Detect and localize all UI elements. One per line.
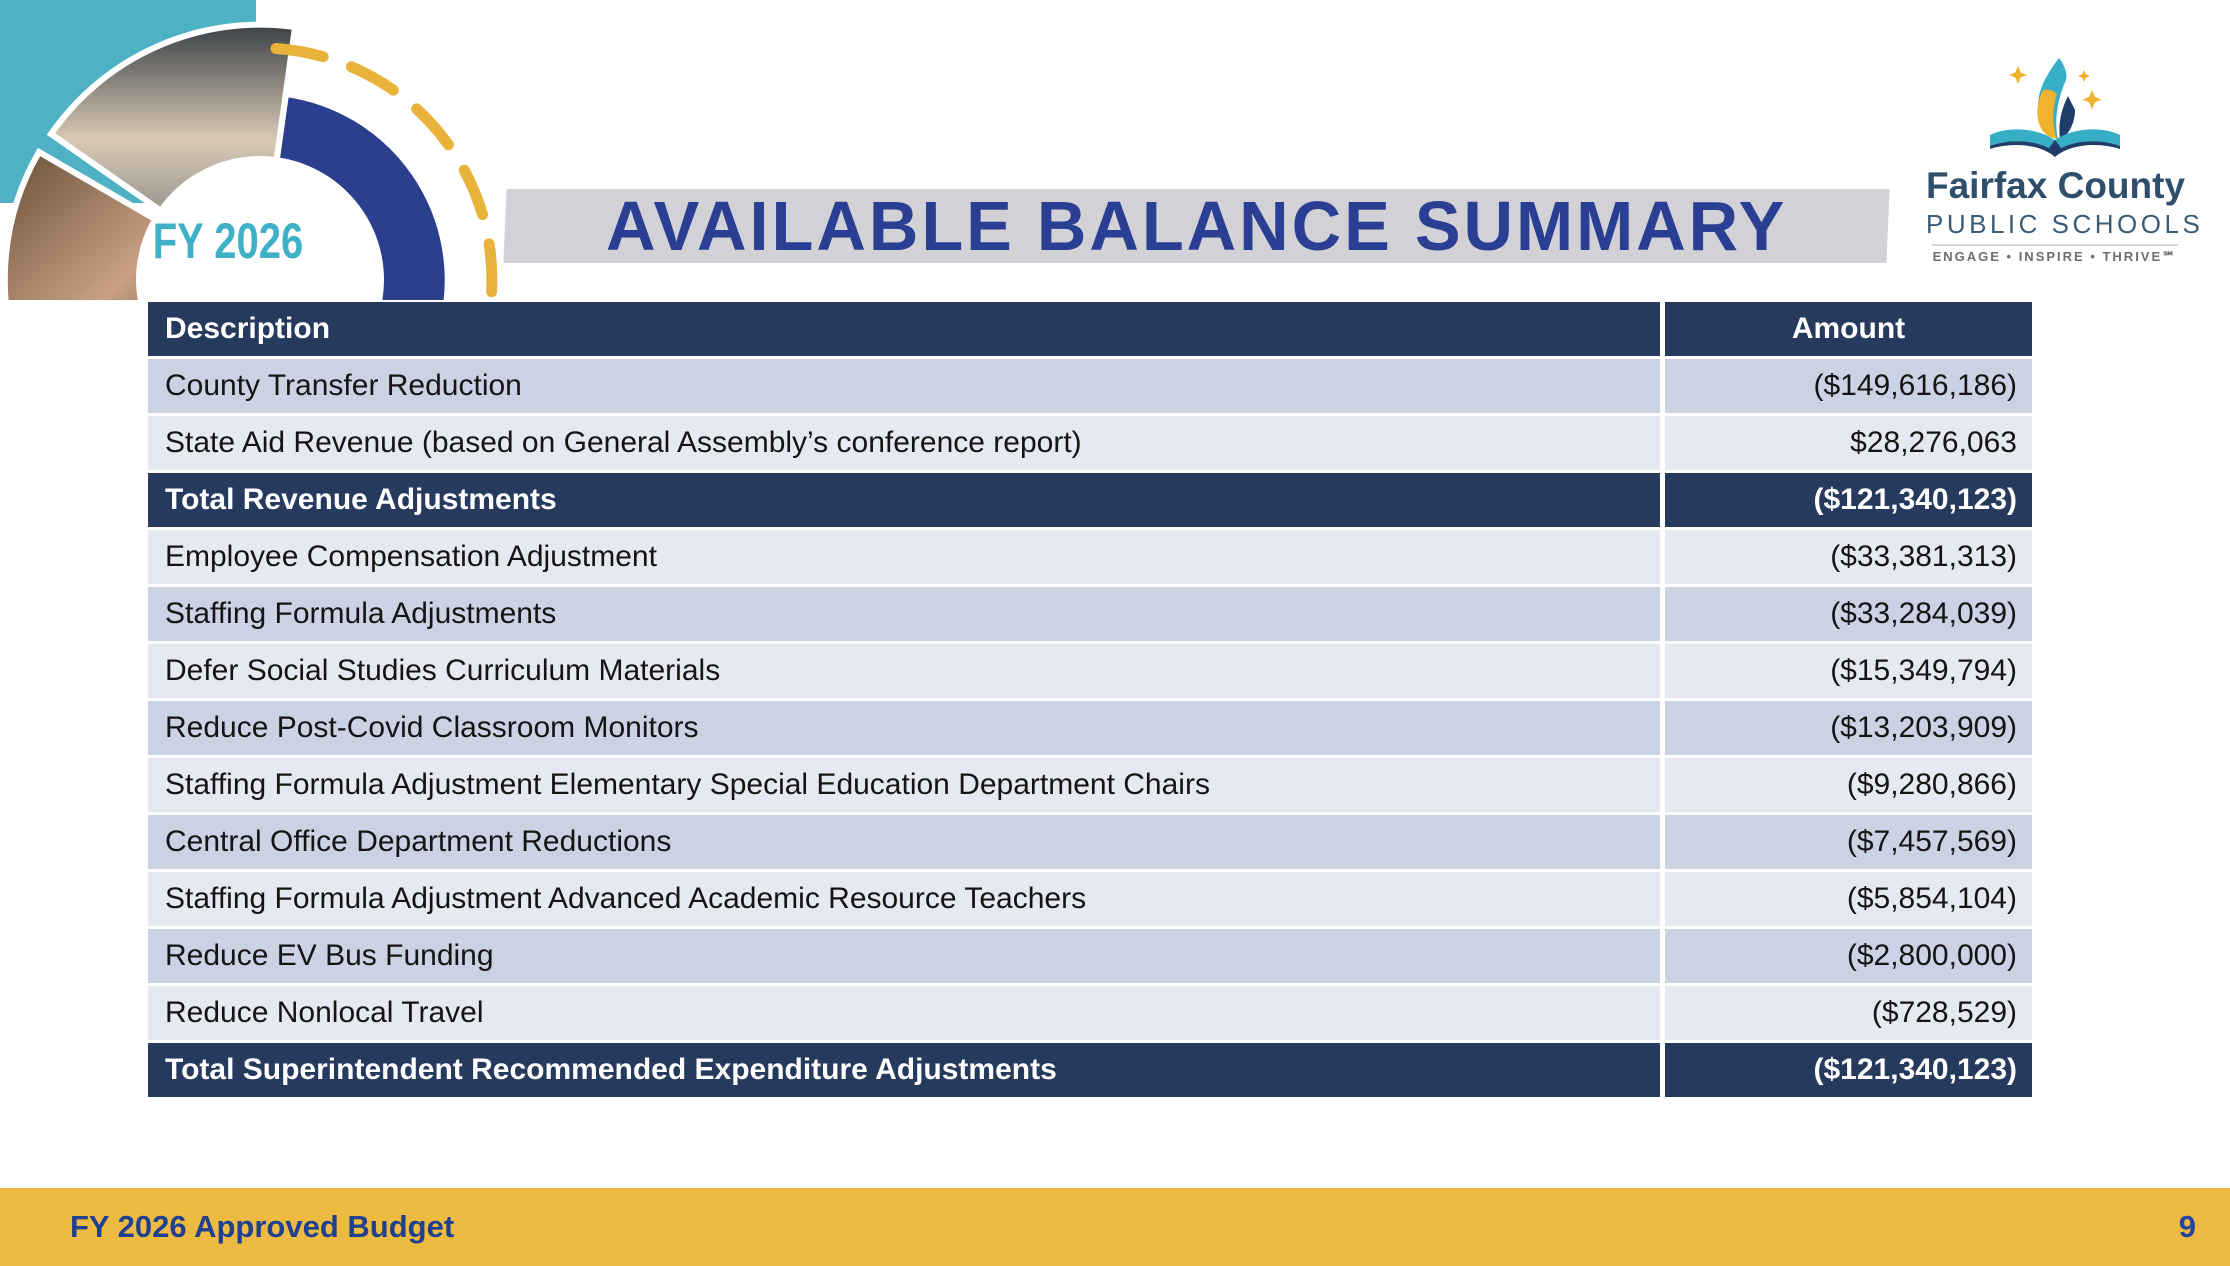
- description-cell: Reduce EV Bus Funding: [148, 929, 1660, 983]
- fcps-logo: [1926, 56, 2204, 265]
- table-row: [148, 986, 2032, 1040]
- description-cell: Staffing Formula Adjustment Advanced Academic Resource Teachers: [148, 872, 1660, 926]
- table-row: [148, 530, 2032, 584]
- logo-line2: PUBLIC SCHOOLS: [1926, 209, 2204, 239]
- table-header-row: [148, 302, 2032, 356]
- description-cell: Total Superintendent Recommended Expenditure Adjustments: [148, 1043, 1660, 1097]
- description-cell: County Transfer Reduction: [148, 359, 1660, 413]
- description-cell: Defer Social Studies Curriculum Materials: [148, 644, 1660, 698]
- column-header-amount: Amount: [1660, 302, 2032, 356]
- description-cell: Reduce Nonlocal Travel: [148, 986, 1660, 1040]
- amount-cell: ($2,800,000): [1660, 929, 2032, 983]
- description-cell: Employee Compensation Adjustment: [148, 530, 1660, 584]
- table-row: [148, 815, 2032, 869]
- amount-cell: ($728,529): [1660, 986, 2032, 1040]
- logo-tagline: ENGAGE • INSPIRE • THRIVE℠: [1932, 249, 2178, 264]
- column-header-description: Description: [148, 302, 1660, 356]
- table-row: [148, 701, 2032, 755]
- table-row: [148, 872, 2032, 926]
- logo-divider: [1932, 244, 2178, 246]
- title-banner: [503, 189, 1889, 263]
- table-row: [148, 758, 2032, 812]
- description-cell: Staffing Formula Adjustments: [148, 587, 1660, 641]
- balance-table: [148, 299, 2032, 1100]
- description-cell: Central Office Department Reductions: [148, 815, 1660, 869]
- amount-cell: ($33,381,313): [1660, 530, 2032, 584]
- logo-line1: Fairfax County: [1926, 165, 2186, 206]
- table-row: [148, 473, 2032, 527]
- amount-cell: $28,276,063: [1660, 416, 2032, 470]
- footer-bar: [0, 1188, 2230, 1266]
- amount-cell: ($121,340,123): [1660, 473, 2032, 527]
- footer-label: FY 2026 Approved Budget: [70, 1209, 455, 1244]
- table-row: [148, 929, 2032, 983]
- description-cell: State Aid Revenue (based on General Assembly’s conference report): [148, 416, 1660, 470]
- page-number: 9: [2178, 1209, 2196, 1244]
- table-row: [148, 1043, 2032, 1097]
- fy2026-dial-graphic: [0, 0, 580, 300]
- table-row: [148, 587, 2032, 641]
- amount-cell: ($15,349,794): [1660, 644, 2032, 698]
- fcps-book-flame-icon: [1980, 56, 2130, 158]
- amount-cell: ($149,616,186): [1660, 359, 2032, 413]
- description-cell: Staffing Formula Adjustment Elementary Special Education Department Chairs: [148, 758, 1660, 812]
- table-row: [148, 644, 2032, 698]
- page-title: AVAILABLE BALANCE SUMMARY: [605, 187, 1788, 265]
- amount-cell: ($5,854,104): [1660, 872, 2032, 926]
- balance-table-body: [148, 359, 2032, 1097]
- amount-cell: ($9,280,866): [1660, 758, 2032, 812]
- fy2026-badge: FY 2026: [152, 213, 304, 269]
- amount-cell: ($121,340,123): [1660, 1043, 2032, 1097]
- description-cell: Reduce Post-Covid Classroom Monitors: [148, 701, 1660, 755]
- table-row: [148, 359, 2032, 413]
- table-row: [148, 416, 2032, 470]
- amount-cell: ($7,457,569): [1660, 815, 2032, 869]
- amount-cell: ($13,203,909): [1660, 701, 2032, 755]
- description-cell: Total Revenue Adjustments: [148, 473, 1660, 527]
- amount-cell: ($33,284,039): [1660, 587, 2032, 641]
